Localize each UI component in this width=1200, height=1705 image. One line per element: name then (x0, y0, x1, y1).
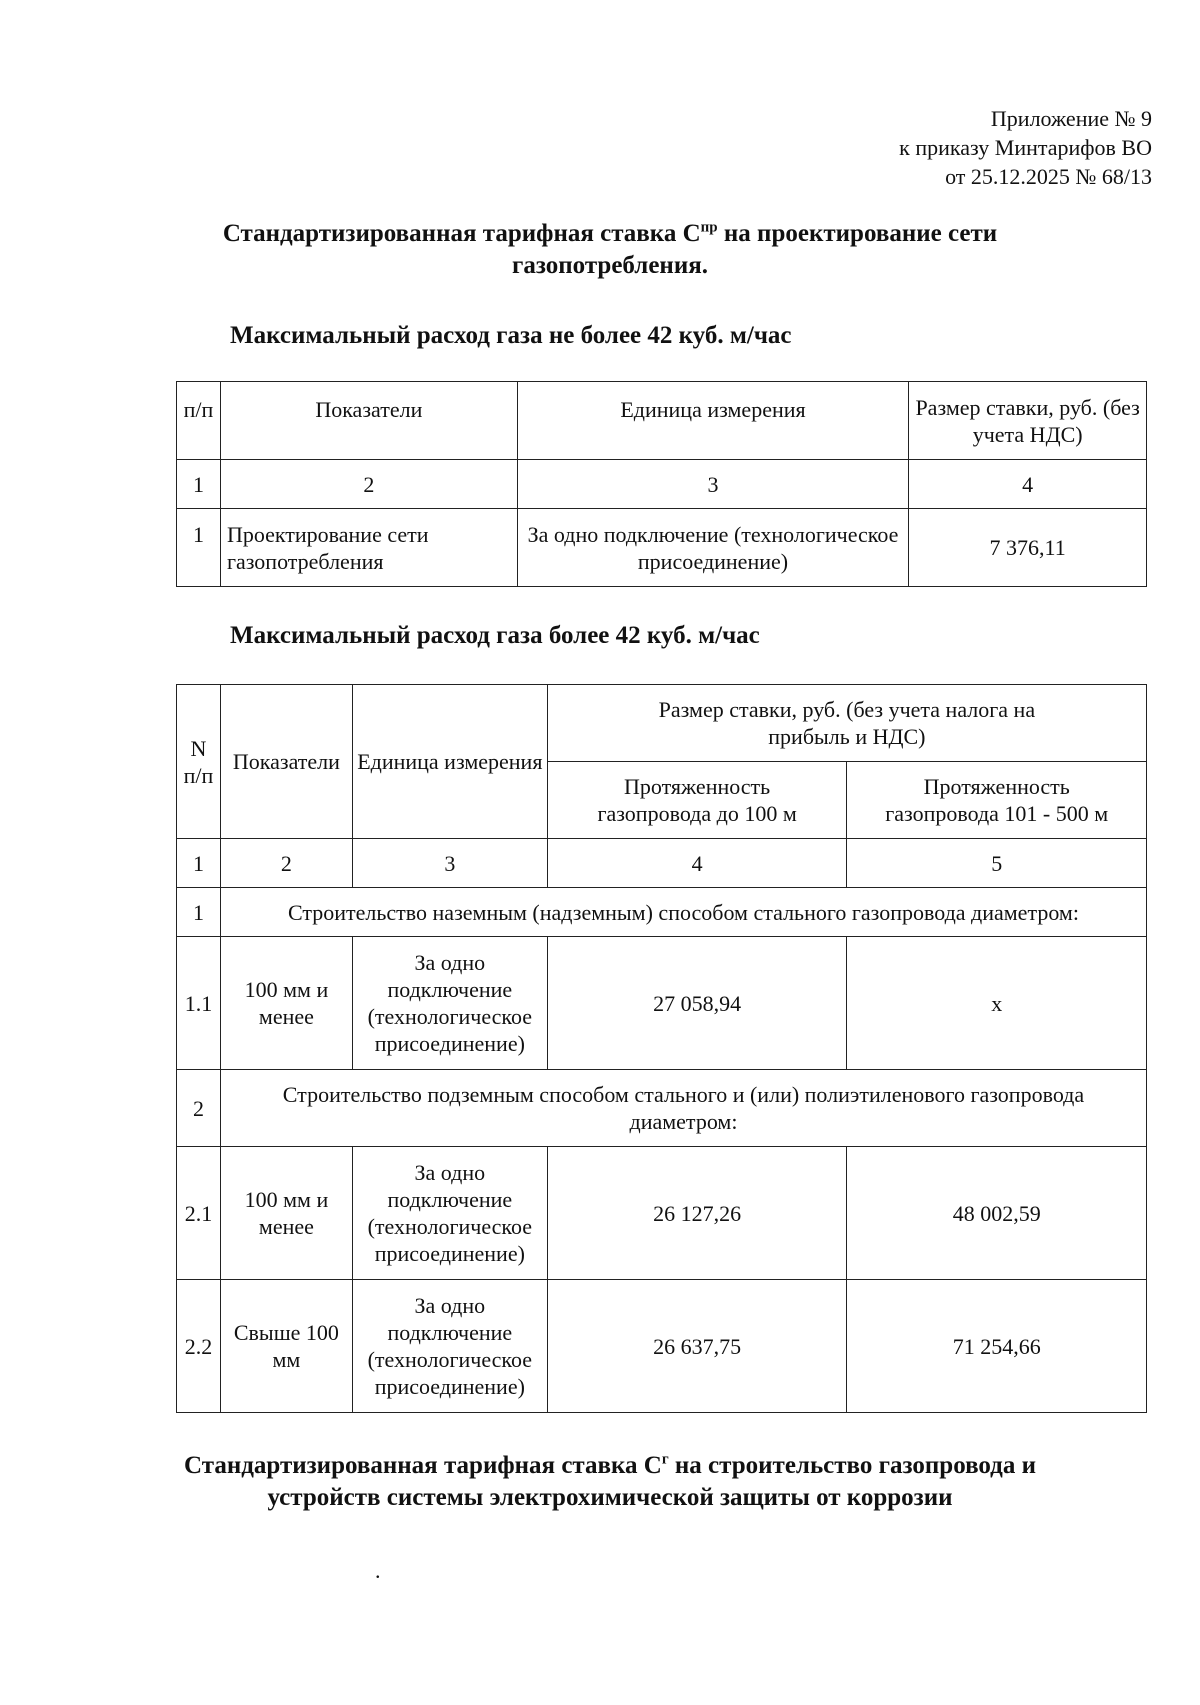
group-number: 1 (177, 888, 221, 937)
numbering-row (177, 839, 1147, 888)
row-indicator: Проектирование сети газопотребления (220, 509, 517, 587)
numbering-cell: 3 (517, 460, 909, 509)
col-header-unit: Единица измерения (352, 685, 547, 839)
col-header-num: N п/п (177, 685, 221, 839)
order-date: от 25.12.2025 № 68/13 (945, 164, 1152, 189)
numbering-cell: 3 (352, 839, 547, 888)
row-indicator: Свыше 100 мм (220, 1280, 352, 1413)
col-header-rate: Размер ставки, руб. (без учета НДС) (909, 382, 1147, 460)
col-header-length-500: Протяженность газопровода 101 - 500 м (847, 762, 1147, 839)
numbering-cell: 1 (177, 460, 221, 509)
row-unit: За одно подключение (технологическое присоединение) (352, 1147, 547, 1280)
numbering-cell: 2 (220, 839, 352, 888)
col-header-indicator: Показатели (220, 382, 517, 460)
group-label: Строительство наземным (надземным) способом стального газопровода диаметром: (220, 888, 1146, 937)
subtitle-up-to-42: Максимальный расход газа не более 42 куб. м/час (230, 322, 792, 349)
row-number: 1.1 (177, 937, 221, 1070)
order-reference: к приказу Минтарифов ВО (899, 135, 1152, 160)
group-label: Строительство подземным способом стального и (или) полиэтиленового газопровода диаметром: (220, 1070, 1146, 1147)
row-rate-500: 48 002,59 (847, 1147, 1147, 1280)
title-design-rate: Стандартизированная тарифная ставка $С^{пр}$ на проектирование сети газопотребления. (222, 219, 998, 279)
row-indicator: 100 мм и менее (220, 1147, 352, 1280)
table-construction-rate (176, 684, 1147, 1413)
row-number: 2.2 (177, 1280, 221, 1413)
row-rate-500: x (847, 937, 1147, 1070)
col-header-unit: Единица измерения (517, 382, 909, 460)
row-rate-100: 26 637,75 (547, 1280, 847, 1413)
subtitle-over-42: Максимальный расход газа более 42 куб. м/час (230, 622, 760, 649)
row-rate: 7 376,11 (909, 509, 1147, 587)
numbering-cell: 1 (177, 839, 221, 888)
row-indicator: 100 мм и менее (220, 937, 352, 1070)
table-row (177, 1147, 1147, 1280)
row-number: 2.1 (177, 1147, 221, 1280)
stray-mark: . (375, 1558, 381, 1583)
numbering-cell: 4 (547, 839, 847, 888)
col-header-rate-group: Размер ставки, руб. (без учета налога на прибыль и НДС) (547, 685, 1146, 762)
row-rate-100: 27 058,94 (547, 937, 847, 1070)
numbering-row (177, 460, 1147, 509)
numbering-cell: 4 (909, 460, 1147, 509)
numbering-cell: 2 (220, 460, 517, 509)
table-header-row (177, 685, 1147, 762)
group-row (177, 888, 1147, 937)
title-construction-rate: Стандартизированная тарифная ставка $С^г$ на строительство газопровода и устройств системы электрохимической защиты от коррозии (184, 1451, 1036, 1511)
document-header (899, 104, 1152, 191)
table-row (177, 509, 1147, 587)
row-number: 1 (177, 509, 221, 587)
row-unit: За одно подключение (технологическое присоединение) (352, 937, 547, 1070)
col-header-num: п/п (177, 382, 221, 460)
table-row (177, 1280, 1147, 1413)
row-rate-500: 71 254,66 (847, 1280, 1147, 1413)
row-unit: За одно подключение (технологическое присоединение) (352, 1280, 547, 1413)
table-row (177, 937, 1147, 1070)
group-row (177, 1070, 1147, 1147)
row-unit: За одно подключение (технологическое присоединение) (517, 509, 909, 587)
row-rate-100: 26 127,26 (547, 1147, 847, 1280)
table-header-row (177, 382, 1147, 460)
table-design-rate (176, 381, 1147, 587)
col-header-indicator: Показатели (220, 685, 352, 839)
col-header-length-100: Протяженность газопровода до 100 м (547, 762, 847, 839)
group-number: 2 (177, 1070, 221, 1147)
appendix-number: Приложение № 9 (990, 106, 1152, 131)
numbering-cell: 5 (847, 839, 1147, 888)
